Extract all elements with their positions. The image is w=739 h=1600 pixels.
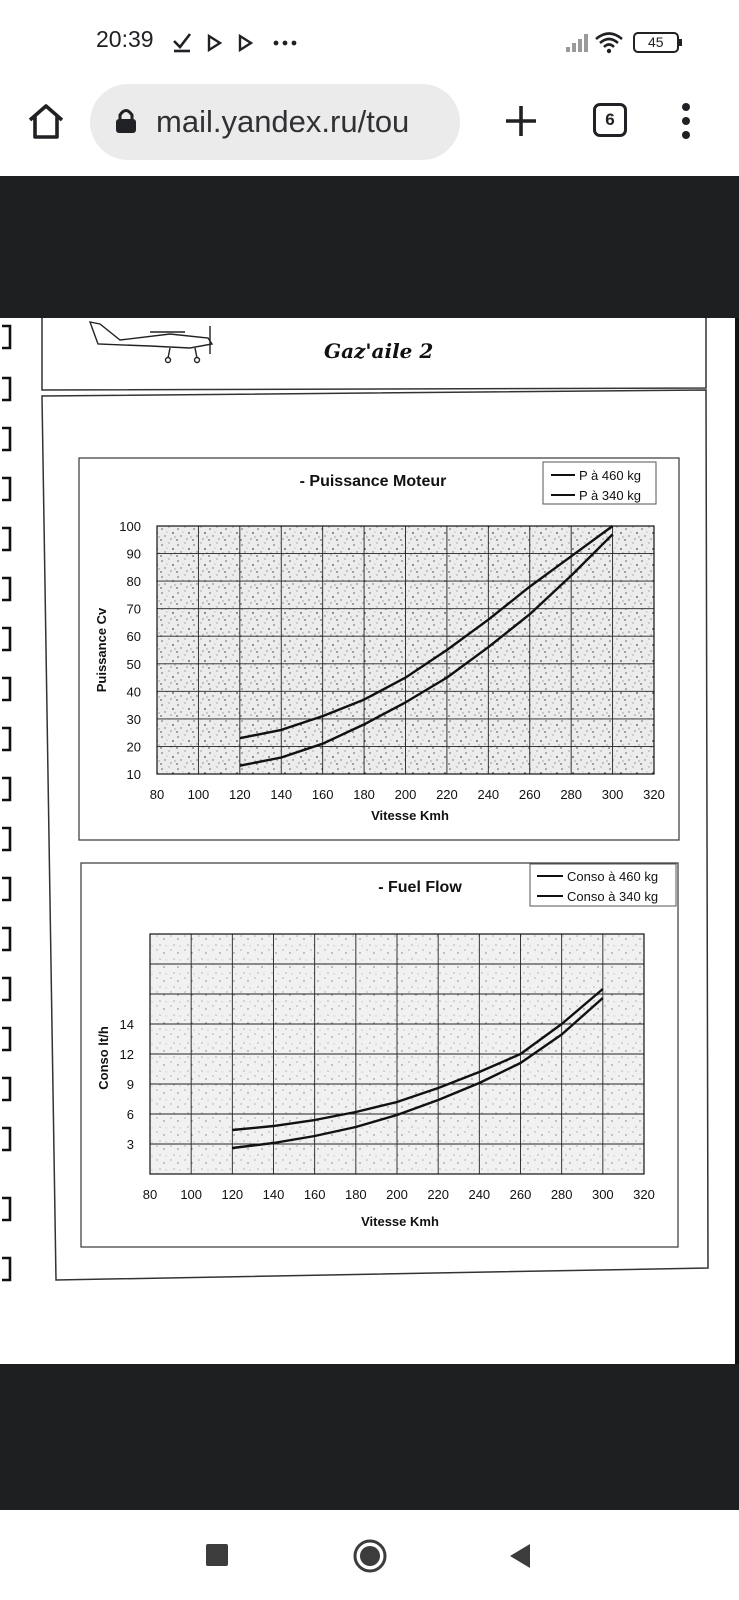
x-tick-labels [150,787,665,802]
x-tick-label: 200 [394,787,417,802]
tabs-icon[interactable] [593,103,627,137]
y-tick-labels [119,519,141,782]
x-tick-label: 300 [591,1187,614,1202]
x-tick-label: 220 [427,1187,450,1202]
y-axis-label: Conso lt/h [96,1026,111,1090]
system-nav-bar [0,1510,739,1600]
legend-item: P à 460 kg [579,468,641,483]
document-header-title: Gaz'aile 2 [324,339,434,363]
y-tick-label: 12 [119,1047,134,1062]
legend [543,462,656,504]
status-time: 20:39 [96,26,154,52]
status-notification-icons [172,28,312,58]
y-tick-label: 6 [126,1107,134,1122]
x-tick-label: 180 [344,1187,367,1202]
x-tick-labels [143,1187,655,1202]
x-tick-label: 280 [550,1187,573,1202]
x-tick-label: 160 [311,787,334,802]
x-tick-label: 240 [477,787,500,802]
x-tick-label: 260 [518,787,541,802]
viewer-top-band [0,176,739,318]
plus-icon[interactable] [502,102,540,140]
x-tick-label: 140 [262,1187,285,1202]
signal-icon [566,34,588,52]
y-tick-label: 80 [126,574,141,590]
document-header [42,318,706,390]
lock-icon [114,107,138,135]
y-tick-label: 40 [126,684,141,700]
legend-item: Conso à 340 kg [567,889,659,904]
x-axis-label: Vitesse Kmh [371,808,449,823]
home-icon[interactable] [24,100,68,144]
chart-fuel-flow [81,863,678,1247]
x-tick-label: 160 [303,1187,326,1202]
legend-item: Conso à 460 kg [567,869,659,884]
x-tick-label: 320 [643,787,665,802]
x-tick-label: 220 [436,787,458,802]
y-tick-label: 20 [126,739,141,755]
recents-square-icon[interactable] [205,1543,229,1567]
x-tick-label: 100 [187,787,210,802]
x-tick-label: 80 [149,787,165,802]
y-tick-labels [120,1017,134,1152]
x-tick-label: 140 [270,787,293,802]
y-tick-label: 100 [119,519,141,534]
x-tick-label: 120 [221,1187,244,1202]
binding-holes [2,326,10,1280]
y-tick-label: 90 [126,546,141,562]
y-tick-label: 30 [126,711,141,727]
y-tick-label: 60 [126,629,141,645]
x-tick-label: 80 [142,1187,158,1202]
legend-item: P à 340 kg [579,488,641,503]
x-tick-label: 120 [228,787,251,802]
y-tick-label: 9 [126,1077,134,1092]
scanned-document [0,318,739,1364]
address-bar[interactable] [90,84,460,160]
y-tick-label: 70 [126,601,141,617]
tab-count: 6 [605,110,615,129]
check-icon [174,34,190,51]
y-tick-label: 10 [126,767,141,782]
y-tick-label: 3 [126,1137,134,1152]
x-axis-label: Vitesse Kmh [361,1214,439,1229]
x-tick-label: 180 [353,787,375,802]
x-tick-label: 280 [560,787,583,802]
x-tick-label: 260 [509,1187,532,1202]
status-bar [0,0,739,84]
chart-puissance-moteur [79,458,679,840]
y-tick-label: 50 [126,656,141,672]
wifi-icon [596,34,622,54]
more-dots-icon [274,41,297,46]
legend [530,864,676,906]
browser-toolbar [0,84,739,176]
url-text: mail.yandex.ru/tou [156,104,410,139]
y-axis-label: Puissance Cv [94,607,109,693]
y-tick-label: 14 [119,1017,134,1032]
document-image [0,318,739,1364]
back-triangle-icon[interactable] [507,1542,533,1570]
x-tick-label: 320 [633,1187,655,1202]
viewer-bottom-band [0,1364,739,1510]
x-tick-label: 240 [468,1187,491,1202]
play-icon [240,36,251,50]
airplane-sketch-icon [90,322,212,363]
chart-title: - Puissance Moteur [299,473,447,490]
x-tick-label: 100 [180,1187,203,1202]
play-icon [209,36,220,50]
menu-kebab-icon[interactable] [672,100,700,144]
x-tick-label: 200 [386,1187,408,1202]
x-tick-label: 300 [601,787,624,802]
status-system-icons [564,28,694,58]
battery-level: 45 [648,34,664,50]
home-circle-icon[interactable] [352,1538,388,1574]
chart-title: - Fuel Flow [378,879,462,896]
